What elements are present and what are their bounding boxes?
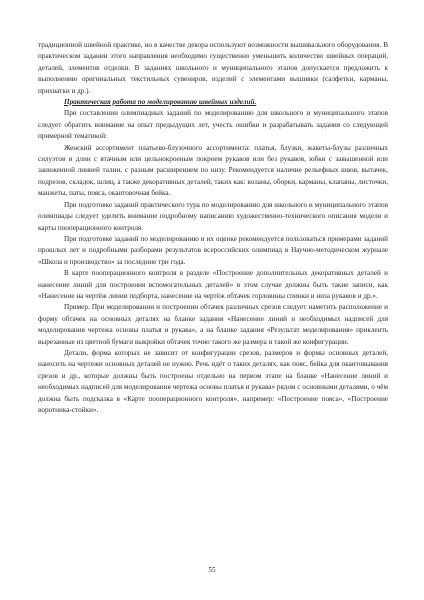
paragraph-continuation: традиционной швейной практике, но в качестве декора используют возможности вышивального оборудования. В практическом задании этого направления необходимо существенно уменьшить количество швейных операций, деталей, элементов отделки. В заданиях школьного и муниципального этапов допускается предложить к выполнению оригинальных текстильных сувениров, изделий с элементами вышивки (салфетки, карманы, прихватки и др.). [38,41,388,95]
section-heading: Практическая работа по моделированию швейных изделий. [64,98,257,107]
page-number: 55 [208,566,216,574]
paragraph: При составлении олимпиадных заданий по моделированию для школьного и муниципального этапов следует обратить внимание на опыт предыдущих лет, учесть ошибки и разрабатывать задания со следующей примерной тематикой: [38,109,388,141]
paragraph: В карте пооперационного контроля в разделе «Построение дополнительных декоративных деталей и нанесение линий для построения вспомогательных деталей» в этом случае должны быть такие записи, как «Нанесение на чертёж линии подборта, нанесение на чертёж обтачек горловины спинки и низа рукавов и др.». [38,269,388,300]
paragraph: Пример. При моделировании и построении обтачек различных срезов следует наметить расположение и форму обтачек на основных деталях на бланке задания «Нанесение линий и необходимых надписей для моделирования чертежа основы платья и рукава», а на бланке задания «Результат моделирования» приклеить вырезанные из цветной бумаги выкройки обтачек точно такого же размера и такой же конфигурации. [38,303,388,346]
paragraph: Детали, форма которых не зависит от конфигурации срезов, размеров и формы основных деталей, наносить на чертежи основных деталей не нужно. Речь идёт о таких деталях, как пояс, бейка для окантовывания срезов и др., которые должны быть построены отдельно на первом этапе на бланке «Нанесение линий и необходимых надписей для моделирования чертежа основы платья и рукава» рядом с основными деталями, о чём должна быть подсказка в «Карте пооперационного контроля», например: «Построение пояса», «Построение воротника-стойки». [38,348,388,414]
paragraph: При подготовке заданий практического тура по моделированию для школьного и муниципального этапов олимпиады следует уделить внимание подробному написанию художественно-технического описания модели и карты пооперационного контроля. [38,200,388,232]
paragraph: При подготовке заданий по моделированию и их оценке рекомендуется пользоваться примерами заданий прошлых лет и подробными разборами результатов всероссийских олимпиад в Научно-методическом журнале «Школа и производство» за последние три года. [38,234,388,266]
document-body [38,40,388,416]
paragraph: Женский ассортимент платьево-блузочного ассортимента: платья, блузки, жакеты-блузы различных силуэтов и длин с втачным или цельнокроеным покроем рукавов или без рукавов, юбки с завышенной или заниженной линией талии, с разным расширением по низу. Рекомендуется наличие рельефных швов, вытачек, подрезов, складок, шлиц, а также декоративных деталей, таких как: воланы, оборки, карманы, клапаны, листочки, манжеты, паты, пояса, окантовочная бейка. [38,143,388,198]
